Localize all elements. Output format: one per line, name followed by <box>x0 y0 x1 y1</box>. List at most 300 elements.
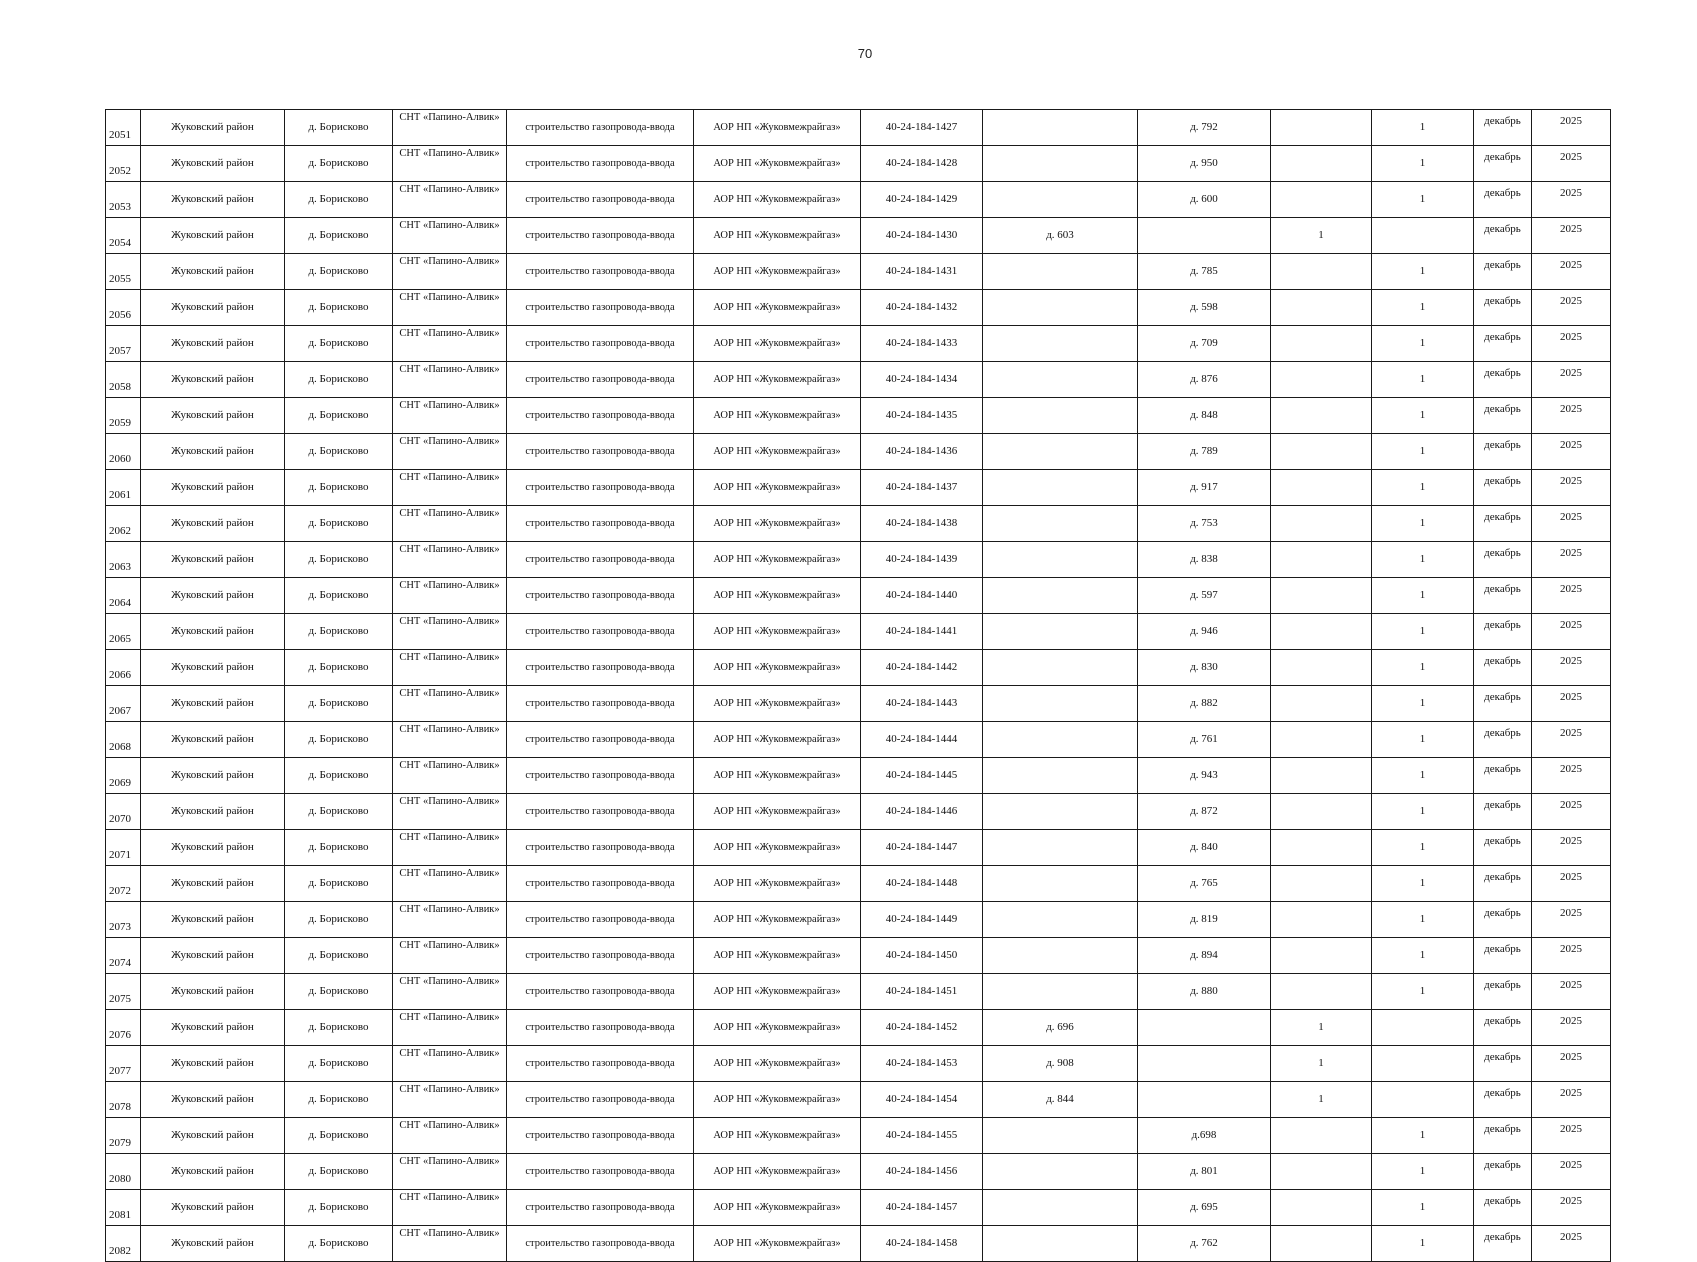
work-type-cell: строительство газопровода-ввода <box>507 254 694 290</box>
operator-cell: АОР НП «Жуковмежрайгаз» <box>694 434 861 470</box>
count-b-cell: 1 <box>1372 830 1474 866</box>
operator-cell: АОР НП «Жуковмежрайгаз» <box>694 938 861 974</box>
count-a-cell: 1 <box>1271 218 1372 254</box>
year-cell: 2025 <box>1532 650 1611 686</box>
address-b-cell: д. 943 <box>1138 758 1271 794</box>
month-cell: декабрь <box>1474 398 1532 434</box>
table-row <box>106 362 1611 398</box>
organization-cell: СНТ «Папино-Алвик» <box>393 902 507 938</box>
operator-cell: АОР НП «Жуковмежрайгаз» <box>694 218 861 254</box>
village-cell: д. Борисково <box>285 1046 393 1082</box>
table-row <box>106 1154 1611 1190</box>
district-cell: Жуковский район <box>141 146 285 182</box>
cadastral-code-cell: 40-24-184-1445 <box>861 758 983 794</box>
table-row <box>106 434 1611 470</box>
organization-cell: СНТ «Папино-Алвик» <box>393 794 507 830</box>
count-b-cell: 1 <box>1372 146 1474 182</box>
count-a-cell <box>1271 182 1372 218</box>
district-cell: Жуковский район <box>141 326 285 362</box>
work-type-cell: строительство газопровода-ввода <box>507 650 694 686</box>
count-a-cell <box>1271 578 1372 614</box>
address-a-cell <box>983 758 1138 794</box>
district-cell: Жуковский район <box>141 902 285 938</box>
year-cell: 2025 <box>1532 830 1611 866</box>
address-a-cell <box>983 1118 1138 1154</box>
count-a-cell <box>1271 614 1372 650</box>
year-cell: 2025 <box>1532 362 1611 398</box>
operator-cell: АОР НП «Жуковмежрайгаз» <box>694 398 861 434</box>
work-type-cell: строительство газопровода-ввода <box>507 182 694 218</box>
count-a-cell <box>1271 686 1372 722</box>
village-cell: д. Борисково <box>285 1226 393 1262</box>
cadastral-code-cell: 40-24-184-1427 <box>861 110 983 146</box>
row-number-cell: 2076 <box>106 1010 141 1046</box>
operator-cell: АОР НП «Жуковмежрайгаз» <box>694 686 861 722</box>
village-cell: д. Борисково <box>285 686 393 722</box>
address-a-cell <box>983 722 1138 758</box>
work-type-cell: строительство газопровода-ввода <box>507 614 694 650</box>
cadastral-code-cell: 40-24-184-1449 <box>861 902 983 938</box>
cadastral-code-cell: 40-24-184-1458 <box>861 1226 983 1262</box>
work-type-cell: строительство газопровода-ввода <box>507 794 694 830</box>
cadastral-code-cell: 40-24-184-1454 <box>861 1082 983 1118</box>
village-cell: д. Борисково <box>285 362 393 398</box>
row-number-cell: 2070 <box>106 794 141 830</box>
month-cell: декабрь <box>1474 362 1532 398</box>
cadastral-code-cell: 40-24-184-1447 <box>861 830 983 866</box>
cadastral-code-cell: 40-24-184-1450 <box>861 938 983 974</box>
row-number-cell: 2059 <box>106 398 141 434</box>
month-cell: декабрь <box>1474 1046 1532 1082</box>
work-type-cell: строительство газопровода-ввода <box>507 1082 694 1118</box>
operator-cell: АОР НП «Жуковмежрайгаз» <box>694 830 861 866</box>
count-a-cell <box>1271 254 1372 290</box>
year-cell: 2025 <box>1532 1190 1611 1226</box>
address-b-cell: д. 761 <box>1138 722 1271 758</box>
organization-cell: СНТ «Папино-Алвик» <box>393 1082 507 1118</box>
year-cell: 2025 <box>1532 902 1611 938</box>
village-cell: д. Борисково <box>285 758 393 794</box>
operator-cell: АОР НП «Жуковмежрайгаз» <box>694 506 861 542</box>
month-cell: декабрь <box>1474 326 1532 362</box>
work-type-cell: строительство газопровода-ввода <box>507 578 694 614</box>
year-cell: 2025 <box>1532 398 1611 434</box>
table-row <box>106 866 1611 902</box>
district-cell: Жуковский район <box>141 398 285 434</box>
district-cell: Жуковский район <box>141 938 285 974</box>
month-cell: декабрь <box>1474 974 1532 1010</box>
month-cell: декабрь <box>1474 470 1532 506</box>
address-b-cell: д. 789 <box>1138 434 1271 470</box>
address-b-cell: д. 785 <box>1138 254 1271 290</box>
year-cell: 2025 <box>1532 686 1611 722</box>
organization-cell: СНТ «Папино-Алвик» <box>393 830 507 866</box>
count-a-cell <box>1271 146 1372 182</box>
address-a-cell <box>983 470 1138 506</box>
row-number-cell: 2080 <box>106 1154 141 1190</box>
address-b-cell: д. 597 <box>1138 578 1271 614</box>
row-number-cell: 2075 <box>106 974 141 1010</box>
work-type-cell: строительство газопровода-ввода <box>507 1190 694 1226</box>
address-b-cell: д. 792 <box>1138 110 1271 146</box>
row-number-cell: 2078 <box>106 1082 141 1118</box>
district-cell: Жуковский район <box>141 830 285 866</box>
count-a-cell <box>1271 722 1372 758</box>
address-b-cell: д. 765 <box>1138 866 1271 902</box>
count-a-cell <box>1271 110 1372 146</box>
work-type-cell: строительство газопровода-ввода <box>507 146 694 182</box>
month-cell: декабрь <box>1474 830 1532 866</box>
row-number-cell: 2071 <box>106 830 141 866</box>
month-cell: декабрь <box>1474 650 1532 686</box>
address-a-cell: д. 696 <box>983 1010 1138 1046</box>
district-cell: Жуковский район <box>141 470 285 506</box>
count-a-cell <box>1271 938 1372 974</box>
address-a-cell <box>983 1226 1138 1262</box>
work-type-cell: строительство газопровода-ввода <box>507 398 694 434</box>
address-b-cell: д. 819 <box>1138 902 1271 938</box>
operator-cell: АОР НП «Жуковмежрайгаз» <box>694 1082 861 1118</box>
month-cell: декабрь <box>1474 1226 1532 1262</box>
table-row <box>106 758 1611 794</box>
row-number-cell: 2082 <box>106 1226 141 1262</box>
address-b-cell: д. 894 <box>1138 938 1271 974</box>
address-a-cell <box>983 506 1138 542</box>
operator-cell: АОР НП «Жуковмежрайгаз» <box>694 758 861 794</box>
district-cell: Жуковский район <box>141 866 285 902</box>
organization-cell: СНТ «Папино-Алвик» <box>393 218 507 254</box>
village-cell: д. Борисково <box>285 902 393 938</box>
village-cell: д. Борисково <box>285 182 393 218</box>
operator-cell: АОР НП «Жуковмежрайгаз» <box>694 902 861 938</box>
organization-cell: СНТ «Папино-Алвик» <box>393 110 507 146</box>
year-cell: 2025 <box>1532 794 1611 830</box>
count-b-cell: 1 <box>1372 254 1474 290</box>
address-b-cell: д. 838 <box>1138 542 1271 578</box>
row-number-cell: 2079 <box>106 1118 141 1154</box>
table-row <box>106 938 1611 974</box>
year-cell: 2025 <box>1532 1082 1611 1118</box>
year-cell: 2025 <box>1532 1010 1611 1046</box>
village-cell: д. Борисково <box>285 830 393 866</box>
district-cell: Жуковский район <box>141 1118 285 1154</box>
count-a-cell <box>1271 974 1372 1010</box>
count-a-cell <box>1271 434 1372 470</box>
operator-cell: АОР НП «Жуковмежрайгаз» <box>694 1154 861 1190</box>
count-a-cell <box>1271 1190 1372 1226</box>
row-number-cell: 2063 <box>106 542 141 578</box>
count-b-cell: 1 <box>1372 722 1474 758</box>
year-cell: 2025 <box>1532 722 1611 758</box>
address-b-cell: д. 762 <box>1138 1226 1271 1262</box>
table-row <box>106 650 1611 686</box>
organization-cell: СНТ «Папино-Алвик» <box>393 1046 507 1082</box>
month-cell: декабрь <box>1474 902 1532 938</box>
address-b-cell: д. 848 <box>1138 398 1271 434</box>
row-number-cell: 2053 <box>106 182 141 218</box>
address-a-cell <box>983 182 1138 218</box>
operator-cell: АОР НП «Жуковмежрайгаз» <box>694 290 861 326</box>
operator-cell: АОР НП «Жуковмежрайгаз» <box>694 542 861 578</box>
month-cell: декабрь <box>1474 506 1532 542</box>
count-b-cell: 1 <box>1372 290 1474 326</box>
address-b-cell: д. 946 <box>1138 614 1271 650</box>
table-row <box>106 326 1611 362</box>
work-type-cell: строительство газопровода-ввода <box>507 362 694 398</box>
table-row <box>106 1010 1611 1046</box>
address-b-cell: д. 801 <box>1138 1154 1271 1190</box>
count-a-cell <box>1271 542 1372 578</box>
village-cell: д. Борисково <box>285 542 393 578</box>
address-a-cell <box>983 542 1138 578</box>
row-number-cell: 2055 <box>106 254 141 290</box>
work-type-cell: строительство газопровода-ввода <box>507 902 694 938</box>
table-row <box>106 506 1611 542</box>
count-b-cell: 1 <box>1372 686 1474 722</box>
row-number-cell: 2058 <box>106 362 141 398</box>
district-cell: Жуковский район <box>141 254 285 290</box>
cadastral-code-cell: 40-24-184-1436 <box>861 434 983 470</box>
cadastral-code-cell: 40-24-184-1441 <box>861 614 983 650</box>
table-row <box>106 686 1611 722</box>
work-type-cell: строительство газопровода-ввода <box>507 1010 694 1046</box>
year-cell: 2025 <box>1532 110 1611 146</box>
address-b-cell: д. 876 <box>1138 362 1271 398</box>
organization-cell: СНТ «Папино-Алвик» <box>393 398 507 434</box>
row-number-cell: 2056 <box>106 290 141 326</box>
district-cell: Жуковский район <box>141 290 285 326</box>
work-type-cell: строительство газопровода-ввода <box>507 830 694 866</box>
organization-cell: СНТ «Папино-Алвик» <box>393 1118 507 1154</box>
district-cell: Жуковский район <box>141 794 285 830</box>
operator-cell: АОР НП «Жуковмежрайгаз» <box>694 1046 861 1082</box>
cadastral-code-cell: 40-24-184-1437 <box>861 470 983 506</box>
table-row <box>106 290 1611 326</box>
table-row <box>106 1046 1611 1082</box>
month-cell: декабрь <box>1474 146 1532 182</box>
year-cell: 2025 <box>1532 182 1611 218</box>
count-b-cell: 1 <box>1372 1118 1474 1154</box>
work-type-cell: строительство газопровода-ввода <box>507 506 694 542</box>
month-cell: декабрь <box>1474 794 1532 830</box>
table-row <box>106 398 1611 434</box>
year-cell: 2025 <box>1532 254 1611 290</box>
address-a-cell <box>983 614 1138 650</box>
address-a-cell <box>983 1154 1138 1190</box>
operator-cell: АОР НП «Жуковмежрайгаз» <box>694 110 861 146</box>
organization-cell: СНТ «Папино-Алвик» <box>393 614 507 650</box>
count-a-cell <box>1271 290 1372 326</box>
village-cell: д. Борисково <box>285 1082 393 1118</box>
table-row <box>106 974 1611 1010</box>
operator-cell: АОР НП «Жуковмежрайгаз» <box>694 866 861 902</box>
address-b-cell: д. 695 <box>1138 1190 1271 1226</box>
district-cell: Жуковский район <box>141 182 285 218</box>
district-cell: Жуковский район <box>141 974 285 1010</box>
address-a-cell: д. 603 <box>983 218 1138 254</box>
table-row <box>106 254 1611 290</box>
address-b-cell: д.698 <box>1138 1118 1271 1154</box>
count-a-cell <box>1271 794 1372 830</box>
address-b-cell: д. 950 <box>1138 146 1271 182</box>
organization-cell: СНТ «Папино-Алвик» <box>393 326 507 362</box>
table-row <box>106 722 1611 758</box>
address-a-cell <box>983 938 1138 974</box>
district-cell: Жуковский район <box>141 1226 285 1262</box>
count-b-cell: 1 <box>1372 470 1474 506</box>
address-b-cell: д. 753 <box>1138 506 1271 542</box>
village-cell: д. Борисково <box>285 650 393 686</box>
year-cell: 2025 <box>1532 758 1611 794</box>
address-a-cell <box>983 902 1138 938</box>
operator-cell: АОР НП «Жуковмежрайгаз» <box>694 1118 861 1154</box>
village-cell: д. Борисково <box>285 326 393 362</box>
village-cell: д. Борисково <box>285 470 393 506</box>
count-b-cell: 1 <box>1372 1190 1474 1226</box>
year-cell: 2025 <box>1532 470 1611 506</box>
address-a-cell <box>983 146 1138 182</box>
village-cell: д. Борисково <box>285 290 393 326</box>
organization-cell: СНТ «Папино-Алвик» <box>393 866 507 902</box>
count-a-cell: 1 <box>1271 1010 1372 1046</box>
operator-cell: АОР НП «Жуковмежрайгаз» <box>694 650 861 686</box>
village-cell: д. Борисково <box>285 722 393 758</box>
operator-cell: АОР НП «Жуковмежрайгаз» <box>694 974 861 1010</box>
organization-cell: СНТ «Папино-Алвик» <box>393 542 507 578</box>
count-a-cell <box>1271 1118 1372 1154</box>
address-b-cell: д. 917 <box>1138 470 1271 506</box>
village-cell: д. Борисково <box>285 506 393 542</box>
district-cell: Жуковский район <box>141 578 285 614</box>
district-cell: Жуковский район <box>141 1154 285 1190</box>
address-b-cell: д. 600 <box>1138 182 1271 218</box>
village-cell: д. Борисково <box>285 434 393 470</box>
table-row <box>106 1118 1611 1154</box>
cadastral-code-cell: 40-24-184-1429 <box>861 182 983 218</box>
year-cell: 2025 <box>1532 542 1611 578</box>
count-b-cell: 1 <box>1372 506 1474 542</box>
month-cell: декабрь <box>1474 1118 1532 1154</box>
month-cell: декабрь <box>1474 578 1532 614</box>
address-a-cell <box>983 434 1138 470</box>
village-cell: д. Борисково <box>285 578 393 614</box>
organization-cell: СНТ «Папино-Алвик» <box>393 650 507 686</box>
district-cell: Жуковский район <box>141 686 285 722</box>
district-cell: Жуковский район <box>141 110 285 146</box>
work-type-cell: строительство газопровода-ввода <box>507 974 694 1010</box>
address-b-cell: д. 830 <box>1138 650 1271 686</box>
operator-cell: АОР НП «Жуковмежрайгаз» <box>694 326 861 362</box>
operator-cell: АОР НП «Жуковмежрайгаз» <box>694 1190 861 1226</box>
count-a-cell <box>1271 650 1372 686</box>
gas-connection-table <box>105 109 1611 1262</box>
organization-cell: СНТ «Папино-Алвик» <box>393 254 507 290</box>
month-cell: декабрь <box>1474 758 1532 794</box>
operator-cell: АОР НП «Жуковмежрайгаз» <box>694 794 861 830</box>
month-cell: декабрь <box>1474 614 1532 650</box>
count-b-cell: 1 <box>1372 1154 1474 1190</box>
district-cell: Жуковский район <box>141 542 285 578</box>
organization-cell: СНТ «Папино-Алвик» <box>393 974 507 1010</box>
work-type-cell: строительство газопровода-ввода <box>507 722 694 758</box>
organization-cell: СНТ «Папино-Алвик» <box>393 290 507 326</box>
organization-cell: СНТ «Папино-Алвик» <box>393 722 507 758</box>
village-cell: д. Борисково <box>285 1118 393 1154</box>
row-number-cell: 2081 <box>106 1190 141 1226</box>
count-b-cell: 1 <box>1372 362 1474 398</box>
count-b-cell: 1 <box>1372 578 1474 614</box>
operator-cell: АОР НП «Жуковмежрайгаз» <box>694 254 861 290</box>
operator-cell: АОР НП «Жуковмежрайгаз» <box>694 470 861 506</box>
count-a-cell <box>1271 362 1372 398</box>
cadastral-code-cell: 40-24-184-1453 <box>861 1046 983 1082</box>
year-cell: 2025 <box>1532 1118 1611 1154</box>
organization-cell: СНТ «Папино-Алвик» <box>393 578 507 614</box>
cadastral-code-cell: 40-24-184-1456 <box>861 1154 983 1190</box>
year-cell: 2025 <box>1532 1226 1611 1262</box>
table-row <box>106 1082 1611 1118</box>
district-cell: Жуковский район <box>141 362 285 398</box>
count-b-cell: 1 <box>1372 938 1474 974</box>
village-cell: д. Борисково <box>285 110 393 146</box>
address-a-cell <box>983 686 1138 722</box>
address-b-cell: д. 880 <box>1138 974 1271 1010</box>
count-a-cell: 1 <box>1271 1082 1372 1118</box>
month-cell: декабрь <box>1474 254 1532 290</box>
count-b-cell <box>1372 1082 1474 1118</box>
month-cell: декабрь <box>1474 218 1532 254</box>
address-a-cell <box>983 794 1138 830</box>
village-cell: д. Борисково <box>285 146 393 182</box>
district-cell: Жуковский район <box>141 650 285 686</box>
cadastral-code-cell: 40-24-184-1431 <box>861 254 983 290</box>
work-type-cell: строительство газопровода-ввода <box>507 470 694 506</box>
table-row <box>106 1226 1611 1262</box>
cadastral-code-cell: 40-24-184-1442 <box>861 650 983 686</box>
count-a-cell <box>1271 1226 1372 1262</box>
organization-cell: СНТ «Папино-Алвик» <box>393 1226 507 1262</box>
month-cell: декабрь <box>1474 938 1532 974</box>
table-row <box>106 794 1611 830</box>
count-b-cell: 1 <box>1372 434 1474 470</box>
address-b-cell: д. 709 <box>1138 326 1271 362</box>
district-cell: Жуковский район <box>141 614 285 650</box>
organization-cell: СНТ «Папино-Алвик» <box>393 686 507 722</box>
address-b-cell: д. 840 <box>1138 830 1271 866</box>
row-number-cell: 2073 <box>106 902 141 938</box>
row-number-cell: 2062 <box>106 506 141 542</box>
count-a-cell <box>1271 758 1372 794</box>
work-type-cell: строительство газопровода-ввода <box>507 866 694 902</box>
work-type-cell: строительство газопровода-ввода <box>507 1046 694 1082</box>
row-number-cell: 2051 <box>106 110 141 146</box>
year-cell: 2025 <box>1532 506 1611 542</box>
cadastral-code-cell: 40-24-184-1457 <box>861 1190 983 1226</box>
row-number-cell: 2067 <box>106 686 141 722</box>
village-cell: д. Борисково <box>285 1190 393 1226</box>
month-cell: декабрь <box>1474 434 1532 470</box>
count-b-cell <box>1372 1046 1474 1082</box>
year-cell: 2025 <box>1532 1046 1611 1082</box>
organization-cell: СНТ «Папино-Алвик» <box>393 1010 507 1046</box>
work-type-cell: строительство газопровода-ввода <box>507 326 694 362</box>
count-b-cell <box>1372 1010 1474 1046</box>
village-cell: д. Борисково <box>285 1154 393 1190</box>
village-cell: д. Борисково <box>285 938 393 974</box>
village-cell: д. Борисково <box>285 794 393 830</box>
row-number-cell: 2060 <box>106 434 141 470</box>
month-cell: декабрь <box>1474 1010 1532 1046</box>
